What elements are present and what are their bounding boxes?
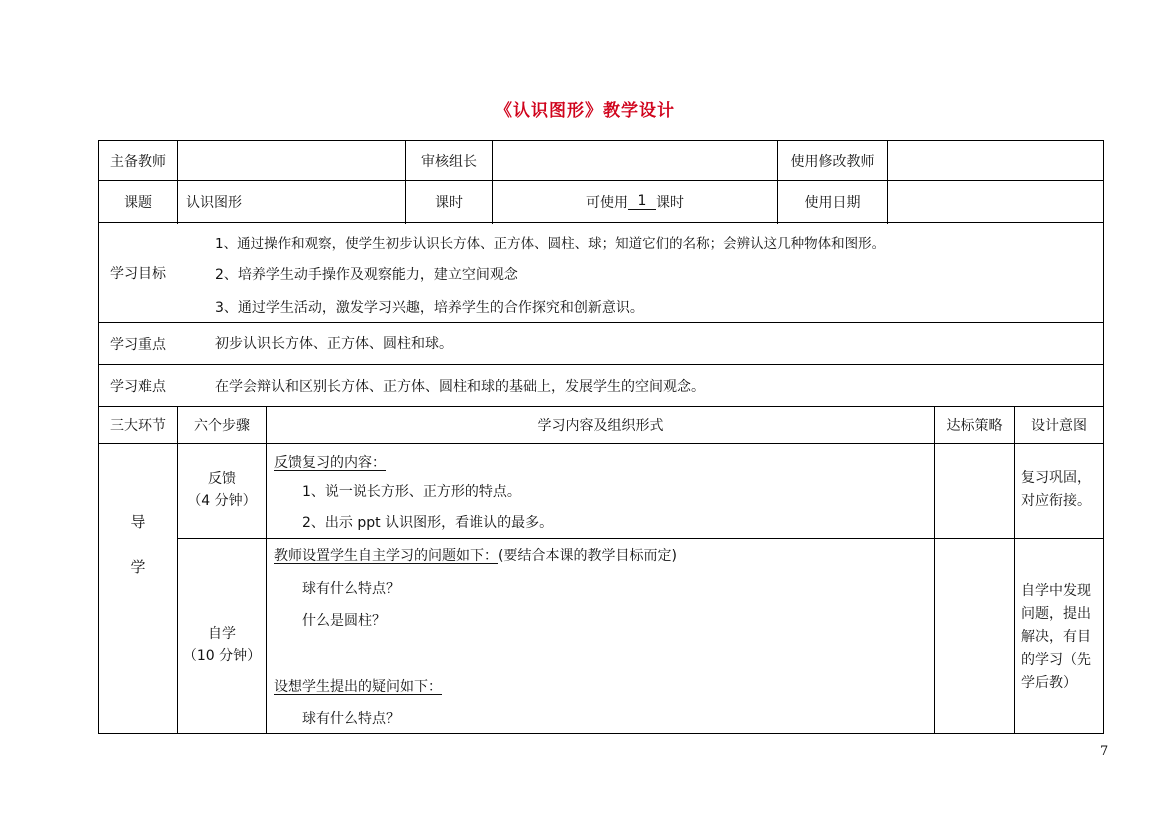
reviewer-label: 审核组长 [421, 153, 477, 170]
expected-question: 球有什么特点？ [302, 711, 400, 727]
lead-teacher-value [178, 141, 405, 180]
self-study-question: 什么是圆柱？ [302, 613, 386, 629]
date-label: 使用日期 [804, 194, 861, 211]
expected-questions-heading: 设想学生提出的疑问如下： [274, 679, 442, 695]
hours-suffix: 课时 [656, 194, 684, 211]
date-value [888, 181, 1103, 222]
topic-label: 课题 [124, 194, 152, 211]
step-time: （10 分钟） [182, 648, 262, 664]
goal-item: 3、通过学生活动，激发学习兴趣，培养学生的合作探究和创新意识。 [215, 300, 644, 316]
feedback-line: 1、说一说长方形、正方形的特点。 [302, 484, 521, 500]
page-number: 7 [1100, 744, 1109, 759]
feedback-intent: 复习巩固，对应衔接。 [1021, 470, 1091, 509]
reviewer-value [493, 141, 777, 180]
self-study-heading: 教师设置学生自主学习的问题如下： [274, 548, 498, 564]
step-self-study [178, 623, 266, 667]
step-feedback [178, 468, 266, 512]
hours-value: 1 [628, 194, 656, 210]
self-study-intent: 自学中发现问题，提出解决，有目的学习（先学后教） [1021, 583, 1091, 691]
goal-item: 1、通过操作和观察，使学生初步认识长方体、正方体、圆柱、球；知道它们的名称；会辨认这几种物体和图形。 [215, 236, 886, 252]
difficulties-label: 学习难点 [110, 378, 166, 395]
stage-cell [99, 444, 177, 644]
stage-char: 导 [130, 513, 146, 531]
stage-char: 学 [130, 558, 146, 576]
self-study-heading-row [274, 545, 677, 565]
column-header-intent: 设计意图 [1031, 418, 1087, 434]
key-points-label: 学习重点 [110, 336, 166, 353]
modify-teacher-label: 使用修改教师 [790, 153, 875, 170]
key-points-text: 初步认识长方体、正方体、圆柱和球。 [215, 336, 453, 352]
self-study-question: 球有什么特点？ [302, 581, 400, 597]
modify-teacher-value [888, 141, 1103, 180]
column-header-stage: 三大环节 [110, 418, 166, 434]
page-title: 《认识图形》教学设计 [495, 101, 675, 121]
difficulties-text: 在学会辩认和区别长方体、正方体、圆柱和球的基础上，发展学生的空间观念。 [215, 379, 705, 395]
topic-value: 认识图形 [186, 195, 242, 211]
step-name: 反馈 [208, 471, 236, 487]
hours-field [493, 181, 777, 222]
feedback-heading: 反馈复习的内容： [274, 455, 386, 471]
lead-teacher-label: 主备教师 [110, 153, 166, 170]
column-header-strategy: 达标策略 [946, 418, 1003, 434]
self-study-heading-note: (要结合本课的教学目标而定) [498, 548, 677, 564]
goals-label: 学习目标 [110, 265, 166, 282]
step-time: （4 分钟） [187, 493, 257, 509]
step-name: 自学 [208, 626, 236, 642]
goal-item: 2、培养学生动手操作及观察能力，建立空间观念 [215, 267, 518, 283]
column-header-content: 学习内容及组织形式 [537, 418, 664, 434]
feedback-line: 2、出示 ppt 认识图形，看谁认的最多。 [302, 515, 554, 531]
column-header-step: 六个步骤 [194, 418, 250, 434]
hours-prefix: 可使用 [586, 194, 628, 211]
hours-label: 课时 [435, 194, 463, 211]
